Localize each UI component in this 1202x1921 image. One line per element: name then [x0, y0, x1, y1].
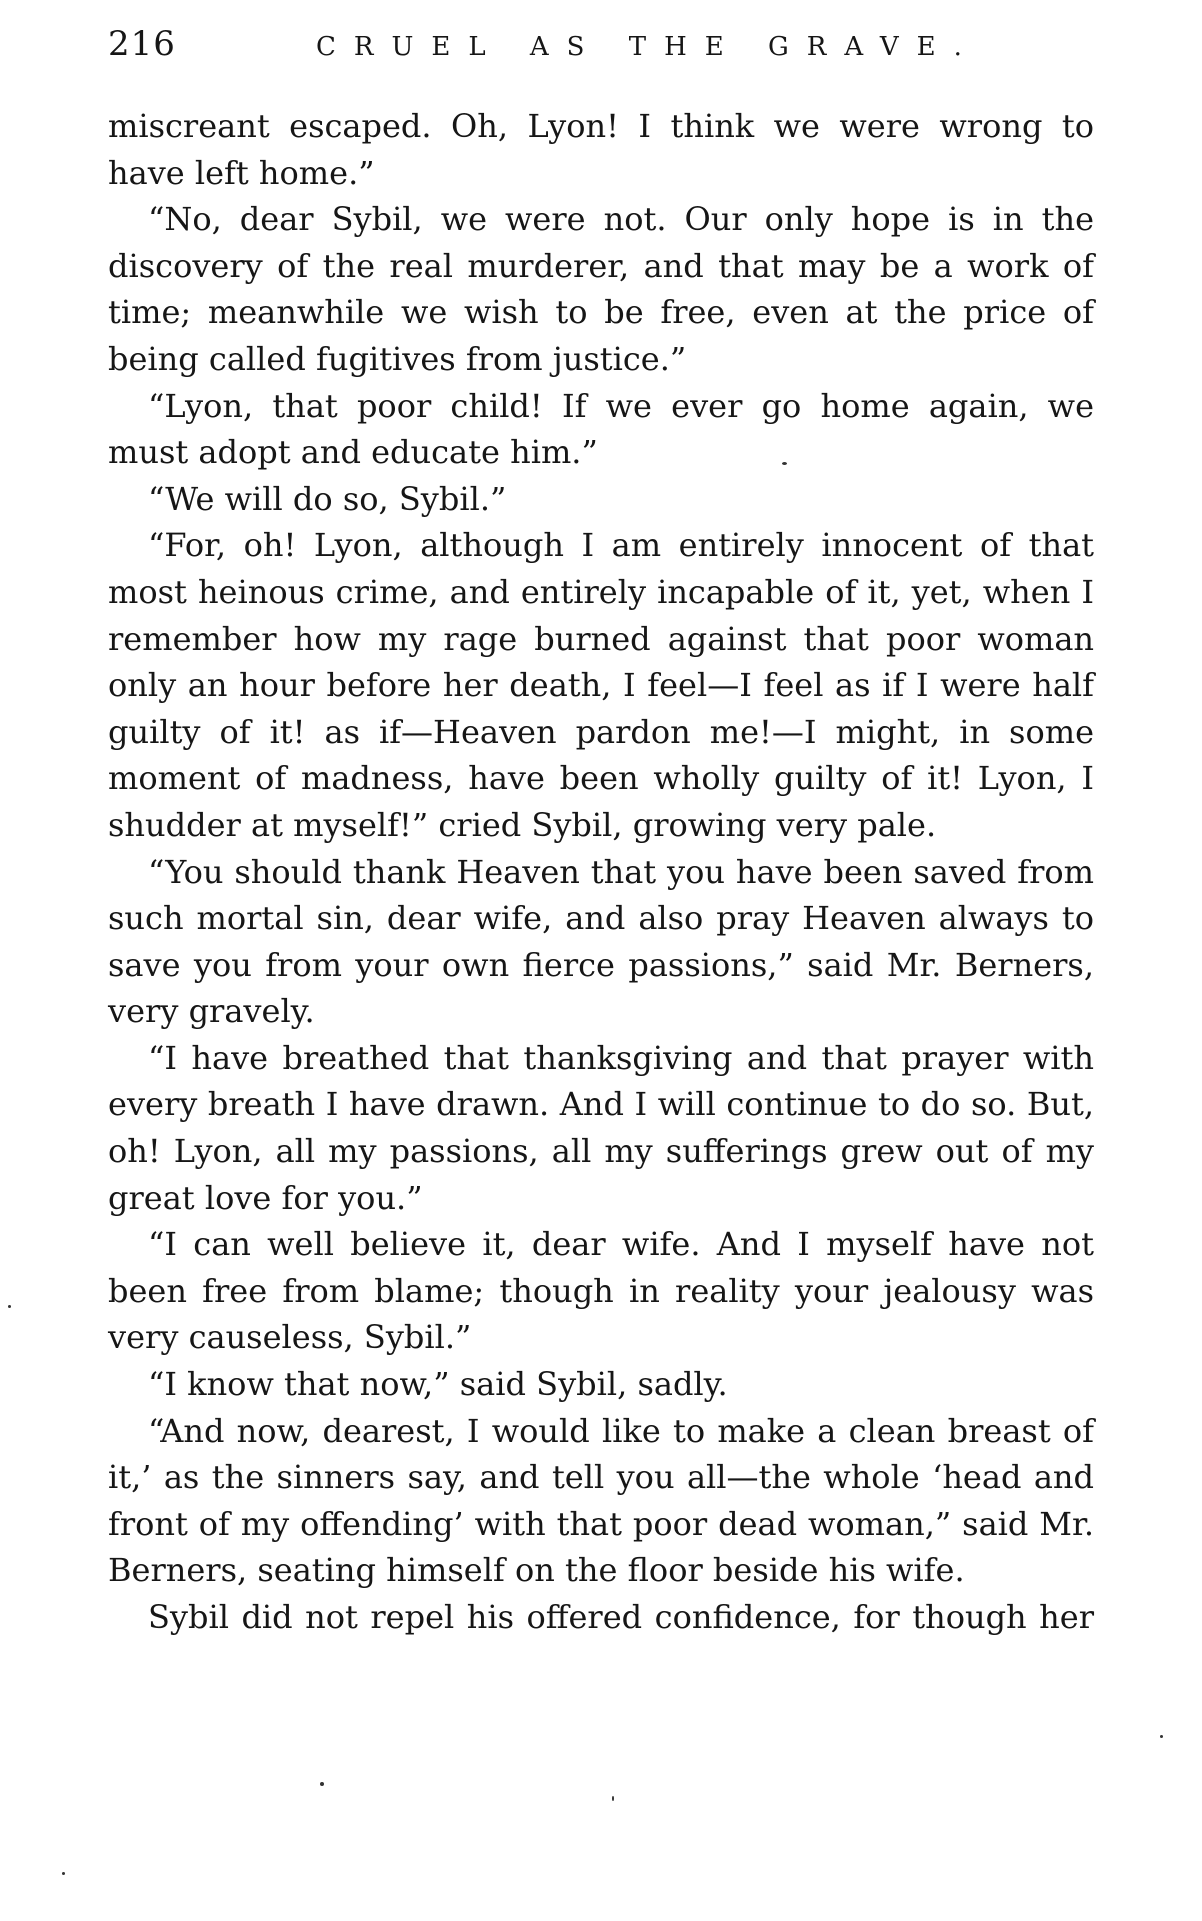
body-text [108, 103, 1094, 1641]
scan-speck [612, 1796, 614, 1801]
page-number: 216 [108, 24, 176, 64]
paragraph: “No, dear Sybil, we were not. Our only hope is in the discovery of the real murderer, and that may be a work of time; meanwhile we wish to be free, even at the price of being called fugitives from justice.” [108, 200, 1094, 378]
paragraph: miscreant escaped. Oh, Lyon! I think we were wrong to have left home.” [108, 107, 1094, 192]
paragraph: “I can well believe it, dear wife. And I myself have not been free from blame; though in reality your jealousy was very causeless, Sybil.” [108, 1225, 1094, 1357]
scan-speck [1160, 1735, 1163, 1738]
scan-speck [62, 1872, 65, 1875]
paragraph: “And now, dearest, I would like to make a clean breast of it,’ as the sinners say, and tell you all—the whole ‘head and front of my offending’ with that poor dead woman,” said Mr. Berners, seating himself on the floor beside his wife. [108, 1411, 1094, 1590]
scan-speck [320, 1782, 324, 1786]
paragraph: “I have breathed that thanksgiving and that prayer with every breath I have drawn. And I will continue to do so. But, oh! Lyon, all my passions, all my sufferings grew out of my great love for you.” [108, 1038, 1094, 1217]
paragraph: “We will do so, Sybil.” [148, 479, 507, 518]
page-header [108, 24, 1108, 68]
paragraph: “I know that now,” said Sybil, sadly. [148, 1365, 728, 1404]
scan-speck [8, 1305, 11, 1308]
running-title: CRUEL AS THE GRAVE. [316, 32, 980, 62]
paragraph: “Lyon, that poor child! If we ever go home again, we must adopt and educate him.” [108, 386, 1094, 472]
paragraph: Sybil did not repel his offered confidence, for though her [148, 1598, 1094, 1636]
paragraph: “You should thank Heaven that you have been saved from such mortal sin, dear wife, and also pray Heaven always to save you from your own fierce passions,” said Mr. Berners, very gravely. [108, 852, 1094, 1031]
paragraph: “For, oh! Lyon, although I am entirely innocent of that most heinous crime, and entirely incapable of it, yet, when I remember how my rage burned against that poor woman only an hour before her death, I feel—I feel as if I were half guilty of it! as if—Heaven pardon me!—I might, in some moment of madness, have been wholly guilty of it! Lyon, I shudder at myself!” cried Sybil, growing very pale. [108, 526, 1094, 844]
scan-speck [782, 462, 787, 465]
